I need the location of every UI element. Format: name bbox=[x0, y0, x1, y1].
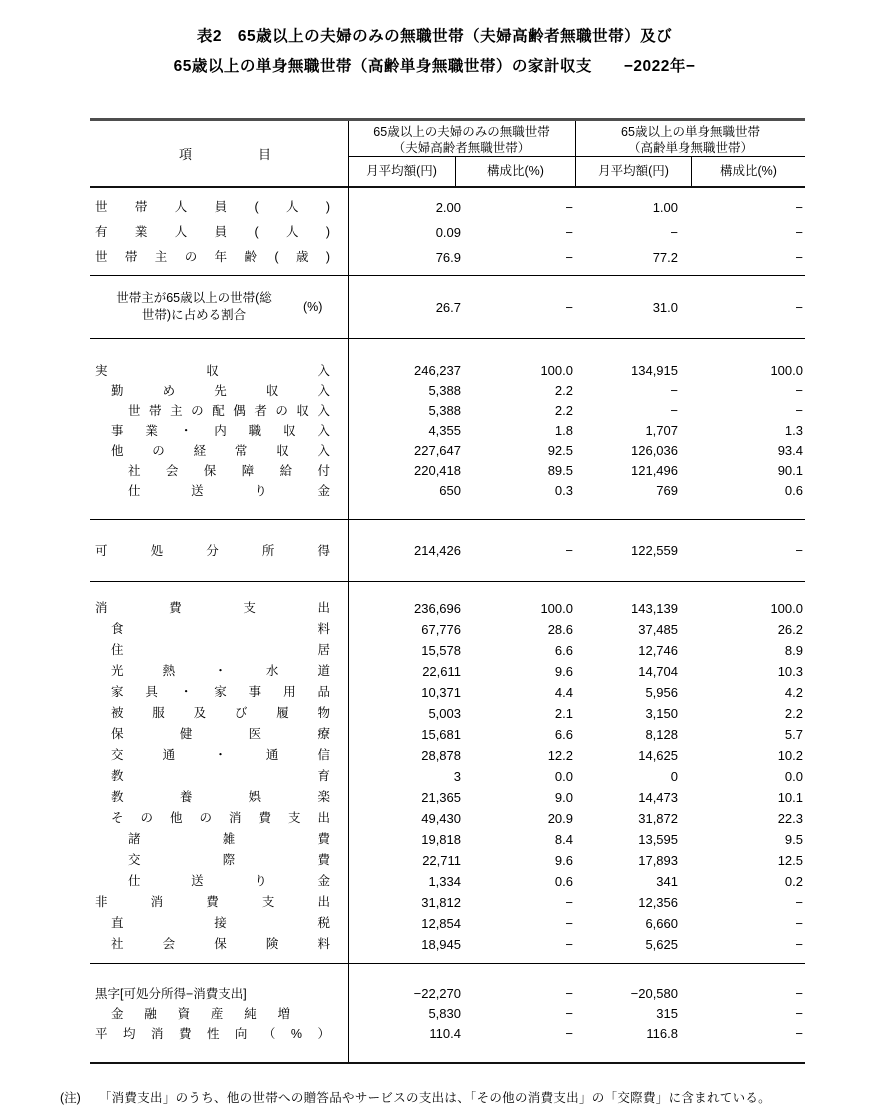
section-income bbox=[90, 339, 805, 520]
row-label: 住居 bbox=[111, 643, 330, 657]
cell-monthly-avg-single: 12,746 bbox=[638, 643, 678, 658]
cell-monthly-avg-couple: 15,681 bbox=[421, 727, 461, 742]
cell-ratio-single: 10.3 bbox=[777, 664, 803, 679]
cell-ratio-single: 100.0 bbox=[770, 601, 803, 616]
row-label: 教養娯楽 bbox=[111, 790, 330, 804]
cell-ratio-single: − bbox=[795, 916, 803, 931]
group-header-single bbox=[575, 121, 805, 157]
cell-ratio-couple: 1.8 bbox=[554, 423, 573, 438]
cell-ratio-couple: − bbox=[565, 986, 573, 1001]
row-label: 交際費 bbox=[128, 853, 330, 867]
cell-monthly-avg-single: 14,625 bbox=[638, 748, 678, 763]
cell-monthly-avg-single: 134,915 bbox=[631, 363, 678, 378]
cell-monthly-avg-couple: 26.7 bbox=[435, 299, 461, 315]
row-label-line2: 世帯)に占める割合 bbox=[141, 308, 247, 322]
table-row bbox=[90, 1004, 805, 1024]
cell-monthly-avg-couple: 5,388 bbox=[428, 403, 461, 418]
table-title-line2: 65歳以上の単身無職世帯（高齢単身無職世帯）の家計収支 −2022年− bbox=[173, 58, 696, 75]
table-row bbox=[90, 787, 805, 808]
row-label: 教育 bbox=[111, 769, 330, 783]
row-label: 光熱・水道 bbox=[111, 664, 330, 678]
cell-monthly-avg-single: 8,128 bbox=[645, 727, 678, 742]
subheader-monthly-avg-couple: 月平均額(円) bbox=[366, 164, 437, 178]
cell-ratio-couple: 2.2 bbox=[554, 403, 573, 418]
cell-monthly-avg-couple: 0.09 bbox=[435, 225, 461, 240]
cell-monthly-avg-single: 5,625 bbox=[645, 937, 678, 952]
cell-monthly-avg-single: − bbox=[670, 403, 678, 418]
cell-ratio-single: − bbox=[795, 200, 803, 215]
row-label-line1: 世帯主が65歳以上の世帯(総 bbox=[116, 291, 272, 305]
cell-monthly-avg-couple: 15,578 bbox=[421, 643, 461, 658]
cell-ratio-couple: − bbox=[565, 299, 573, 315]
row-label bbox=[90, 290, 348, 324]
table-row bbox=[90, 1024, 805, 1044]
cell-monthly-avg-couple: 4,355 bbox=[428, 423, 461, 438]
cell-ratio-single: 26.2 bbox=[777, 622, 803, 637]
cell-ratio-single: − bbox=[795, 299, 803, 315]
cell-monthly-avg-couple: 214,426 bbox=[414, 543, 461, 558]
column-divider-line bbox=[348, 121, 349, 1062]
cell-monthly-avg-couple: 76.9 bbox=[435, 250, 461, 265]
section-disposable-income bbox=[90, 520, 805, 582]
table-row bbox=[90, 871, 805, 892]
group-header-couple-line2: （夫婦高齢者無職世帯） bbox=[392, 141, 531, 155]
row-label: 勤め先収入 bbox=[111, 384, 330, 398]
item-header-char-left: 項 bbox=[179, 147, 193, 162]
cell-ratio-couple: − bbox=[565, 937, 573, 952]
cell-ratio-single: 0.6 bbox=[784, 483, 803, 498]
row-label: 保健医療 bbox=[111, 727, 330, 741]
table-row bbox=[90, 661, 805, 682]
table-row bbox=[90, 541, 805, 561]
cell-monthly-avg-couple: 67,776 bbox=[421, 622, 461, 637]
cell-ratio-single: 5.7 bbox=[784, 727, 803, 742]
cell-monthly-avg-single: 126,036 bbox=[631, 443, 678, 458]
cell-ratio-couple: 8.4 bbox=[554, 832, 573, 847]
cell-ratio-single: 10.2 bbox=[777, 748, 803, 763]
subheader-ratio-single: 構成比(%) bbox=[691, 157, 805, 186]
row-label: 交通・通信 bbox=[111, 748, 330, 762]
cell-ratio-single: 90.1 bbox=[777, 463, 803, 478]
footnote-tag: (注) bbox=[60, 1091, 81, 1105]
table-row bbox=[90, 598, 805, 619]
section-surplus bbox=[90, 964, 805, 1062]
row-label: 事業・内職収入 bbox=[111, 424, 330, 438]
cell-monthly-avg-single: 14,704 bbox=[638, 664, 678, 679]
cell-monthly-avg-single: 143,139 bbox=[631, 601, 678, 616]
table-row bbox=[90, 850, 805, 871]
table-row bbox=[90, 682, 805, 703]
cell-ratio-couple: 9.6 bbox=[554, 853, 573, 868]
table-row bbox=[90, 913, 805, 934]
cell-ratio-couple: − bbox=[565, 543, 573, 558]
table-title-line1: 表2 65歳以上の夫婦のみの無職世帯（夫婦高齢者無職世帯）及び bbox=[196, 28, 673, 45]
table-row bbox=[90, 619, 805, 640]
row-label: 可処分所得 bbox=[95, 544, 330, 558]
cell-ratio-single: 12.5 bbox=[777, 853, 803, 868]
cell-monthly-avg-couple: 12,854 bbox=[421, 916, 461, 931]
cell-ratio-couple: − bbox=[565, 225, 573, 240]
cell-monthly-avg-single: 116.8 bbox=[646, 1026, 678, 1041]
row-label: 他の経常収入 bbox=[111, 444, 330, 458]
table-row bbox=[90, 276, 805, 338]
cell-ratio-couple: 4.4 bbox=[554, 685, 573, 700]
cell-monthly-avg-couple: 31,812 bbox=[421, 895, 461, 910]
cell-monthly-avg-single: 14,473 bbox=[638, 790, 678, 805]
item-column-header bbox=[90, 121, 348, 186]
table-row bbox=[90, 892, 805, 913]
cell-ratio-couple: 2.1 bbox=[554, 706, 573, 721]
cell-ratio-couple: 28.6 bbox=[547, 622, 573, 637]
cell-ratio-single: 0.0 bbox=[784, 769, 803, 784]
cell-monthly-avg-single: 3,150 bbox=[645, 706, 678, 721]
cell-monthly-avg-couple: 227,647 bbox=[414, 443, 461, 458]
cell-monthly-avg-couple: 22,611 bbox=[422, 664, 461, 679]
cell-monthly-avg-couple: 18,945 bbox=[421, 937, 461, 952]
cell-ratio-couple: 20.9 bbox=[547, 811, 573, 826]
cell-ratio-couple: − bbox=[565, 916, 573, 931]
cell-monthly-avg-couple: 5,003 bbox=[428, 706, 461, 721]
cell-monthly-avg-single: − bbox=[670, 383, 678, 398]
cell-monthly-avg-couple: −22,270 bbox=[413, 986, 461, 1001]
table-row bbox=[90, 808, 805, 829]
cell-ratio-couple: 6.6 bbox=[554, 727, 573, 742]
cell-ratio-couple: − bbox=[565, 1006, 573, 1021]
table-header bbox=[90, 121, 805, 188]
table-row bbox=[90, 220, 805, 245]
table-row bbox=[90, 984, 805, 1004]
cell-ratio-couple: 100.0 bbox=[540, 601, 573, 616]
cell-monthly-avg-single: 13,595 bbox=[638, 832, 678, 847]
section-household-ratio bbox=[90, 276, 805, 339]
cell-ratio-single: − bbox=[795, 1026, 803, 1041]
cell-ratio-single: − bbox=[795, 986, 803, 1001]
cell-ratio-couple: − bbox=[565, 895, 573, 910]
cell-ratio-single: 8.9 bbox=[784, 643, 803, 658]
cell-monthly-avg-couple: 650 bbox=[439, 483, 461, 498]
cell-ratio-couple: 9.6 bbox=[554, 664, 573, 679]
cell-monthly-avg-single: 315 bbox=[656, 1006, 678, 1021]
cell-monthly-avg-couple: 110.4 bbox=[429, 1026, 461, 1041]
cell-monthly-avg-single: 31,872 bbox=[638, 811, 678, 826]
group-header-couple-line1: 65歳以上の夫婦のみの無職世帯 bbox=[373, 125, 550, 139]
cell-ratio-couple: 2.2 bbox=[554, 383, 573, 398]
row-label: 被服及び履物 bbox=[111, 706, 330, 720]
cell-ratio-single: − bbox=[795, 937, 803, 952]
table-row bbox=[90, 481, 805, 501]
table-row bbox=[90, 703, 805, 724]
household-budget-table bbox=[90, 118, 805, 1064]
table-row bbox=[90, 829, 805, 850]
cell-ratio-single: − bbox=[795, 895, 803, 910]
cell-ratio-single: 10.1 bbox=[777, 790, 803, 805]
cell-monthly-avg-single: 769 bbox=[656, 483, 678, 498]
table-row bbox=[90, 724, 805, 745]
cell-monthly-avg-couple: 220,418 bbox=[414, 463, 461, 478]
row-label: 非消費支出 bbox=[95, 895, 330, 909]
cell-monthly-avg-couple: 10,371 bbox=[421, 685, 461, 700]
table-row bbox=[90, 381, 805, 401]
cell-ratio-single: 4.2 bbox=[784, 685, 803, 700]
row-label-unit: (%) bbox=[303, 300, 323, 314]
row-label: 世帯主の配偶者の収入 bbox=[128, 404, 330, 418]
cell-monthly-avg-couple: 19,818 bbox=[421, 832, 461, 847]
cell-monthly-avg-single: 12,356 bbox=[638, 895, 678, 910]
section-household-members bbox=[90, 188, 805, 276]
cell-monthly-avg-couple: 236,696 bbox=[414, 601, 461, 616]
cell-ratio-single: 9.5 bbox=[784, 832, 803, 847]
row-label: 有業人員(人) bbox=[95, 225, 330, 239]
row-label: 実収入 bbox=[95, 364, 330, 378]
cell-ratio-single: 0.2 bbox=[784, 874, 803, 889]
cell-ratio-single: 22.3 bbox=[777, 811, 803, 826]
row-label: 仕送り金 bbox=[128, 484, 330, 498]
cell-ratio-couple: 100.0 bbox=[540, 363, 573, 378]
cell-ratio-single: 1.3 bbox=[784, 423, 803, 438]
row-label: 消費支出 bbox=[95, 601, 330, 615]
section-expenditure bbox=[90, 582, 805, 964]
cell-ratio-single: 2.2 bbox=[784, 706, 803, 721]
row-label: 直接税 bbox=[111, 916, 330, 930]
footnote-text: 「消費支出」のうち、他の世帯への贈答品やサービスの支出は、「その他の消費支出」の「交際費」に含まれている。 bbox=[98, 1091, 771, 1105]
group-header-single-line1: 65歳以上の単身無職世帯 bbox=[621, 125, 760, 139]
table-title bbox=[0, 22, 869, 82]
row-label: その他の消費支出 bbox=[111, 811, 330, 825]
row-label: 黒字[可処分所得−消費支出] bbox=[95, 987, 247, 1001]
group-header-couple bbox=[348, 121, 575, 157]
cell-ratio-couple: 89.5 bbox=[547, 463, 573, 478]
cell-ratio-single: − bbox=[795, 403, 803, 418]
row-label: 仕送り金 bbox=[128, 874, 330, 888]
row-label: 金融資産純増 bbox=[111, 1007, 290, 1021]
cell-ratio-couple: 0.0 bbox=[554, 769, 573, 784]
cell-monthly-avg-single: 122,559 bbox=[631, 543, 678, 558]
cell-monthly-avg-single: 1,707 bbox=[645, 423, 678, 438]
cell-ratio-couple: − bbox=[565, 200, 573, 215]
cell-ratio-single: − bbox=[795, 250, 803, 265]
table-row bbox=[90, 441, 805, 461]
cell-monthly-avg-single: 17,893 bbox=[638, 853, 678, 868]
table-row bbox=[90, 245, 805, 270]
row-label: 社会保険料 bbox=[111, 937, 330, 951]
table-row bbox=[90, 401, 805, 421]
subheader-monthly-avg-single: 月平均額(円) bbox=[575, 157, 691, 186]
cell-ratio-couple: 92.5 bbox=[547, 443, 573, 458]
subheader-ratio-couple: 構成比(%) bbox=[455, 157, 575, 186]
cell-monthly-avg-single: 0 bbox=[670, 769, 678, 784]
cell-ratio-couple: 12.2 bbox=[547, 748, 573, 763]
table-row bbox=[90, 934, 805, 955]
cell-ratio-couple: − bbox=[565, 250, 573, 265]
cell-ratio-single: 93.4 bbox=[777, 443, 803, 458]
cell-monthly-avg-couple: 1,334 bbox=[428, 874, 461, 889]
cell-ratio-couple: 6.6 bbox=[554, 643, 573, 658]
cell-ratio-single: − bbox=[795, 225, 803, 240]
table-row bbox=[90, 745, 805, 766]
row-label: 世帯人員(人) bbox=[95, 200, 330, 214]
cell-monthly-avg-single: 31.0 bbox=[652, 299, 678, 315]
cell-monthly-avg-single: 5,956 bbox=[645, 685, 678, 700]
cell-monthly-avg-single: 37,485 bbox=[638, 622, 678, 637]
table-row bbox=[90, 361, 805, 381]
cell-monthly-avg-couple: 5,830 bbox=[428, 1006, 461, 1021]
cell-monthly-avg-couple: 22,711 bbox=[422, 853, 461, 868]
table-row bbox=[90, 766, 805, 787]
cell-monthly-avg-couple: 3 bbox=[453, 769, 461, 784]
cell-ratio-single: − bbox=[795, 383, 803, 398]
cell-ratio-couple: 0.6 bbox=[554, 874, 573, 889]
cell-monthly-avg-couple: 2.00 bbox=[435, 200, 461, 215]
table-row bbox=[90, 421, 805, 441]
cell-monthly-avg-couple: 49,430 bbox=[421, 811, 461, 826]
cell-monthly-avg-couple: 5,388 bbox=[428, 383, 461, 398]
cell-monthly-avg-single: 77.2 bbox=[652, 250, 678, 265]
cell-monthly-avg-single: 341 bbox=[656, 874, 678, 889]
row-label: 家具・家事用品 bbox=[111, 685, 330, 699]
row-label: 食料 bbox=[111, 622, 330, 636]
row-label: 平均消費性向（%） bbox=[95, 1027, 330, 1041]
table-row bbox=[90, 195, 805, 220]
item-header-char-right: 目 bbox=[257, 147, 271, 162]
row-label: 諸雑費 bbox=[128, 832, 330, 846]
cell-ratio-couple: 0.3 bbox=[554, 483, 573, 498]
cell-ratio-single: 100.0 bbox=[770, 363, 803, 378]
cell-monthly-avg-couple: 28,878 bbox=[421, 748, 461, 763]
cell-monthly-avg-single: − bbox=[670, 225, 678, 240]
row-label: 世帯主の年齢(歳) bbox=[95, 250, 330, 264]
cell-monthly-avg-single: −20,580 bbox=[630, 986, 678, 1001]
cell-monthly-avg-single: 6,660 bbox=[645, 916, 678, 931]
table-row bbox=[90, 461, 805, 481]
cell-ratio-couple: 9.0 bbox=[554, 790, 573, 805]
cell-monthly-avg-couple: 21,365 bbox=[421, 790, 461, 805]
group-header-single-line2: （高齢単身無職世帯） bbox=[627, 141, 753, 155]
cell-monthly-avg-couple: 246,237 bbox=[414, 363, 461, 378]
cell-monthly-avg-single: 121,496 bbox=[631, 463, 678, 478]
table-row bbox=[90, 640, 805, 661]
cell-ratio-single: − bbox=[795, 1006, 803, 1021]
cell-monthly-avg-single: 1.00 bbox=[652, 200, 678, 215]
cell-ratio-couple: − bbox=[565, 1026, 573, 1041]
row-label: 社会保障給付 bbox=[128, 464, 330, 478]
footnote bbox=[60, 1089, 771, 1107]
cell-ratio-single: − bbox=[795, 543, 803, 558]
